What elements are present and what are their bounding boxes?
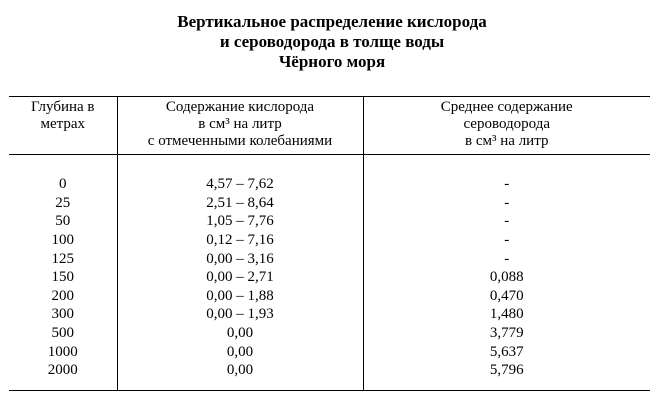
oxygen-cell: 0,12 – 7,16 — [117, 231, 363, 250]
header-oxygen — [117, 97, 363, 155]
table-row — [9, 231, 650, 250]
spacer-row — [9, 155, 650, 176]
depth-cell: 125 — [51, 250, 74, 267]
oxygen-cell: 2,51 – 8,64 — [117, 194, 363, 213]
depth-cell: 0 — [59, 176, 67, 193]
header-h2s-line: в см³ на литр — [465, 133, 549, 149]
depth-cell: 1000 — [47, 343, 78, 360]
oxygen-cell: 0,00 – 1,88 — [117, 287, 363, 306]
oxygen-cell: 0,00 — [117, 342, 363, 361]
depth-cell: 200 — [51, 287, 74, 304]
header-row — [9, 97, 650, 155]
spacer-cell — [9, 155, 117, 176]
header-h2s-line: Среднее содержание — [440, 99, 573, 115]
header-depth-line: Глубина в — [30, 99, 95, 115]
depth-cell: 150 — [51, 269, 74, 286]
table-row — [9, 249, 650, 268]
depth-cell: 25 — [55, 194, 71, 211]
header-oxygen-line: в см³ на литр — [198, 116, 282, 132]
depth-cell: 2000 — [9, 361, 117, 390]
oxygen-cell: 4,57 – 7,62 — [117, 175, 363, 194]
depth-cell: 300 — [51, 306, 74, 323]
title-line-3: Чёрного моря — [278, 52, 386, 71]
title-line-2: и сероводорода в толще воды — [219, 32, 445, 51]
header-depth — [9, 97, 117, 155]
spacer-cell — [117, 155, 363, 176]
title-line-1: Вертикальное распределение кислорода — [177, 12, 487, 31]
h2s-cell: - — [363, 194, 650, 213]
oxygen-cell: 0,00 — [117, 361, 363, 390]
table-row — [9, 324, 650, 343]
depth-cell: 100 — [51, 232, 74, 249]
table-row — [9, 305, 650, 324]
depth-cell: 50 — [55, 213, 71, 230]
table-row — [9, 194, 650, 213]
h2s-cell: 5,637 — [363, 342, 650, 361]
table-row — [9, 287, 650, 306]
oxygen-cell: 1,05 – 7,76 — [117, 212, 363, 231]
h2s-cell: - — [363, 212, 650, 231]
table-body — [9, 155, 650, 391]
table-row — [9, 212, 650, 231]
table-row — [9, 342, 650, 361]
header-depth-line: метрах — [40, 116, 86, 132]
oxygen-cell: 0,00 – 2,71 — [117, 268, 363, 287]
oxygen-cell: 0,00 – 3,16 — [117, 249, 363, 268]
table-row — [9, 268, 650, 287]
oxygen-cell: 0,00 – 1,93 — [117, 305, 363, 324]
page-title — [0, 12, 664, 72]
header-oxygen-line: с отмеченными колебаниями — [147, 133, 333, 149]
h2s-cell: - — [363, 231, 650, 250]
h2s-cell: - — [363, 175, 650, 194]
h2s-cell: 1,480 — [363, 305, 650, 324]
h2s-cell: 0,088 — [363, 268, 650, 287]
spacer-cell — [363, 155, 650, 176]
oxygen-cell: 0,00 — [117, 324, 363, 343]
header-h2s-line: сероводорода — [463, 116, 551, 132]
header-oxygen-line: Содержание кислорода — [165, 99, 315, 115]
table-row — [9, 175, 650, 194]
table-row — [9, 361, 650, 390]
h2s-cell: 3,779 — [363, 324, 650, 343]
h2s-cell: - — [363, 249, 650, 268]
h2s-cell: 0,470 — [363, 287, 650, 306]
header-h2s — [363, 97, 650, 155]
data-table — [9, 96, 650, 391]
depth-cell: 500 — [51, 325, 74, 342]
h2s-cell: 5,796 — [363, 361, 650, 390]
